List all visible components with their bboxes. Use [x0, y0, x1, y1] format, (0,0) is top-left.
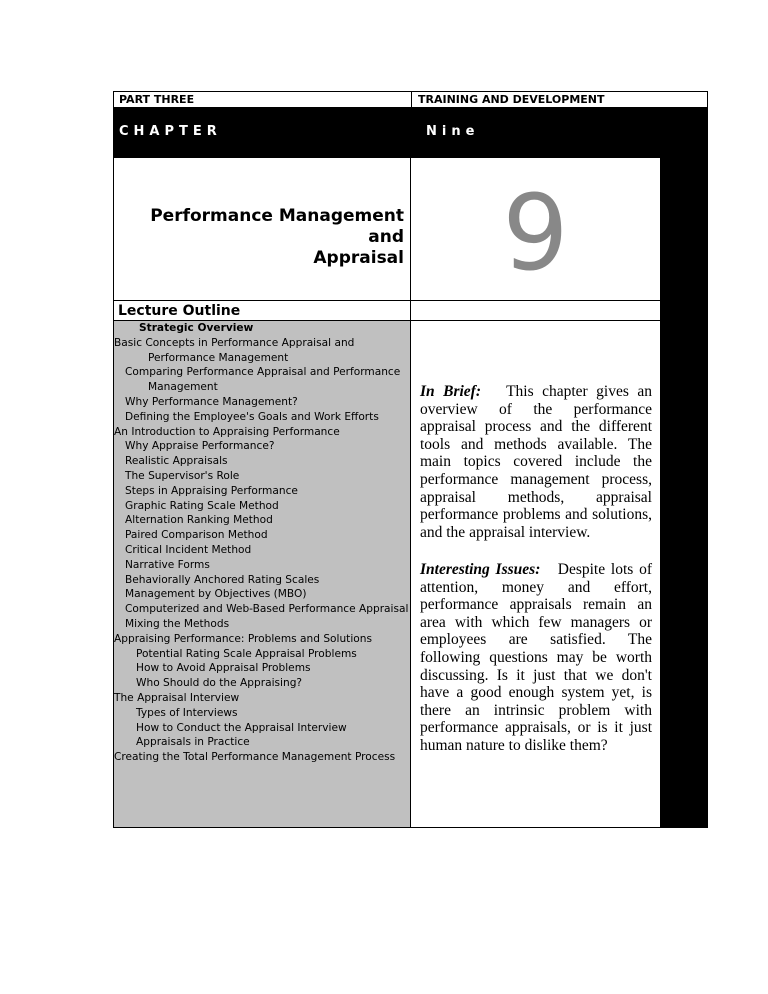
chapter-title-cell: [113, 158, 411, 300]
summary-cell: [411, 320, 660, 828]
list-item: Realistic Appraisals: [125, 455, 228, 468]
interesting-issues-text: Despite lots of attention, money and effort, performance appraisals remain an area with which few managers or employees are satisfied. The following questions may be worth discussing. Is it just that we don't have a good enough system yet, is there an intrinsic problem with performance appraisals, or is it just human nature to dislike them?: [420, 561, 652, 754]
list-item: Steps in Appraising Performance: [125, 484, 298, 497]
list-item: Management by Objectives (MBO): [125, 588, 307, 601]
list-item: Behaviorally Anchored Rating Scales: [125, 573, 320, 586]
list-item: Computerized and Web-Based Performance Appraisal: [125, 603, 409, 616]
part-label: PART THREE: [119, 93, 195, 106]
in-brief-label: In Brief:: [420, 383, 481, 400]
list-item: How to Avoid Appraisal Problems: [136, 662, 311, 675]
chapter-word: Nine: [426, 124, 480, 139]
outline-header-right-cell: [411, 300, 660, 320]
outline-heading: Lecture Outline: [118, 303, 241, 319]
outline-header-cell: [113, 300, 411, 320]
list-item: Appraisals in Practice: [136, 736, 250, 749]
list-item: Alternation Ranking Method: [125, 514, 273, 527]
right-black-bar: [660, 158, 708, 828]
in-brief-paragraph: [420, 383, 652, 541]
list-item: How to Conduct the Appraisal Interview: [136, 721, 347, 734]
chapter-number-cell: [411, 158, 660, 300]
chapter-title-line2: Appraisal: [313, 248, 404, 268]
section-label: TRAINING AND DEVELOPMENT: [418, 93, 605, 106]
list-item: Appraising Performance: Problems and Solutions: [114, 632, 372, 645]
list-item: Mixing the Methods: [125, 618, 230, 630]
outline-list: [113, 320, 411, 828]
list-item: Who Should do the Appraising?: [136, 677, 303, 690]
chapter-title: [120, 206, 410, 269]
list-item: Critical Incident Method: [125, 544, 252, 556]
list-item: Why Performance Management?: [125, 396, 298, 408]
list-item: Why Appraise Performance?: [125, 440, 275, 453]
list-item: Comparing Performance Appraisal and Performance: [125, 366, 401, 379]
list-item: Creating the Total Performance Management Process: [114, 751, 396, 764]
list-item: Performance Management: [148, 351, 289, 364]
list-item: The Supervisor's Role: [125, 470, 240, 482]
list-item: The Appraisal Interview: [114, 692, 240, 704]
chapter-label: CHAPTER: [119, 124, 222, 139]
list-item: Graphic Rating Scale Method: [125, 499, 279, 512]
list-item: An Introduction to Appraising Performance: [114, 425, 340, 438]
list-item: Types of Interviews: [136, 706, 238, 719]
in-brief-text: This chapter gives an overview of the performance appraisal process and the different tools and methods available. The main topics covered include the performance management process, appraisal methods, appraisal performance problems and solutions, and the appraisal interview.: [420, 383, 652, 541]
list-item: Defining the Employee's Goals and Work Efforts: [125, 410, 379, 423]
interesting-issues-label: Interesting Issues:: [420, 561, 541, 578]
chapter-number: 9: [502, 172, 569, 294]
interesting-issues-paragraph: [420, 561, 652, 755]
list-item: Potential Rating Scale Appraisal Problems: [136, 647, 357, 660]
list-item: Paired Comparison Method: [125, 529, 268, 542]
list-item: Strategic Overview: [139, 322, 254, 334]
chapter-title-line1: Performance Management and: [150, 206, 404, 247]
list-item: Narrative Forms: [125, 558, 210, 571]
list-item: Basic Concepts in Performance Appraisal and: [114, 336, 355, 349]
list-item: Management: [148, 381, 218, 394]
